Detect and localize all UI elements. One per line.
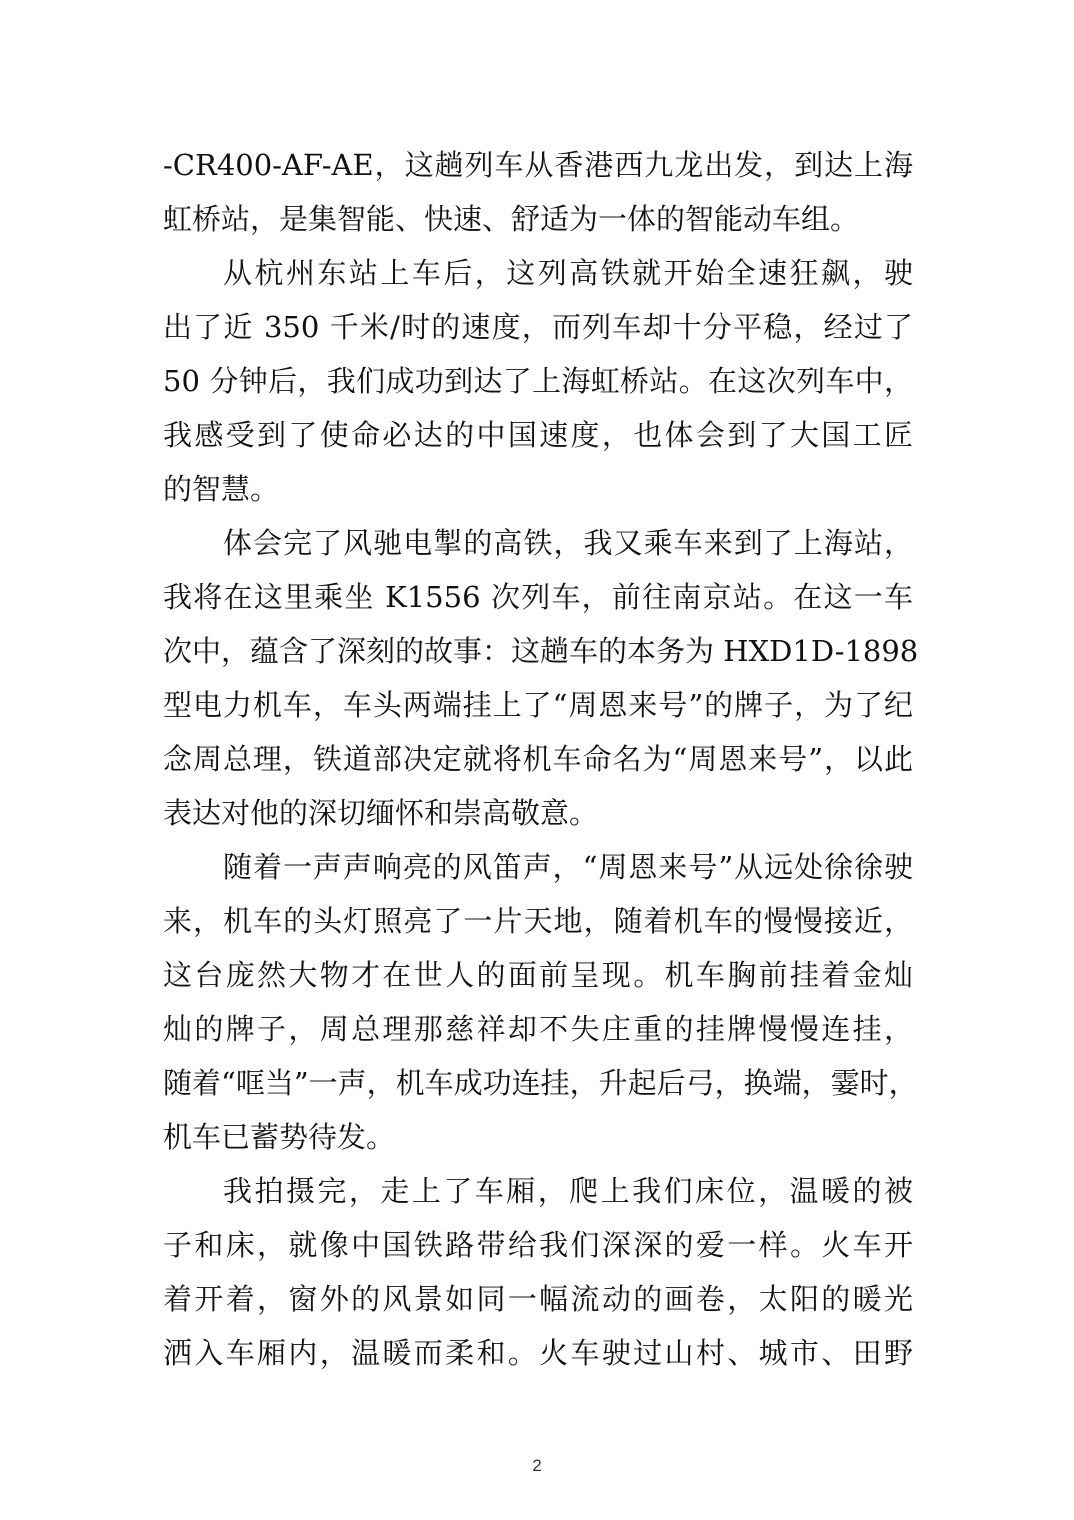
text-line: 我感受到了使命必达的中国速度，也体会到了大国工匠 [163,418,913,452]
text-line: 灿的牌子，周总理那慈祥却不失庄重的挂牌慢慢连挂， [163,1012,913,1046]
text-line: 洒入车厢内，温暖而柔和。火车驶过山村、城市、田野 [163,1336,913,1370]
text-line: 随着“哐当”一声，机车成功连挂，升起后弓，换端，霎时， [163,1066,918,1100]
paragraph-first-line: 随着一声声响亮的风笛声，“周恩来号”从远处徐徐驶 [223,850,913,884]
text-line: 型电力机车，车头两端挂上了“周恩来号”的牌子，为了纪 [163,688,913,722]
text-line: 机车已蓄势待发。 [163,1120,396,1154]
paragraph-first-line: 体会完了风驰电掣的高铁，我又乘车来到了上海站， [223,526,913,560]
text-line: -CR400-AF-AE，这趟列车从香港西九龙出发，到达上海 [163,148,913,182]
text-line: 念周总理，铁道部决定就将机车命名为“周恩来号”，以此 [163,742,913,776]
text-line: 着开着，窗外的风景如同一幅流动的画卷，太阳的暖光 [163,1282,913,1316]
body-text [163,138,919,1380]
text-line: 50 分钟后，我们成功到达了上海虹桥站。在这次列车中， [163,364,913,398]
text-line: 来，机车的头灯照亮了一片天地，随着机车的慢慢接近， [163,904,913,938]
paragraph-first-line: 从杭州东站上车后，这列高铁就开始全速狂飙，驶 [223,256,913,290]
text-line: 出了近 350 千米/时的速度，而列车却十分平稳，经过了 [163,310,913,344]
text-line: 子和床，就像中国铁路带给我们深深的爱一样。火车开 [163,1228,913,1262]
page-number: 2 [532,1456,542,1475]
text-line: 这台庞然大物才在世人的面前呈现。机车胸前挂着金灿 [163,958,913,992]
text-line: 表达对他的深切缅怀和崇高敬意。 [163,796,599,830]
text-line: 我将在这里乘坐 K1556 次列车，前往南京站。在这一车 [163,580,913,614]
text-line: 虹桥站，是集智能、快速、舒适为一体的智能动车组。 [163,202,860,236]
text-line: 次中，蕴含了深刻的故事：这趟车的本务为 HXD1D-1898 [163,634,919,668]
paragraph-first-line: 我拍摄完，走上了车厢，爬上我们床位，温暖的被 [223,1174,913,1208]
text-line: 的智慧。 [163,472,280,506]
